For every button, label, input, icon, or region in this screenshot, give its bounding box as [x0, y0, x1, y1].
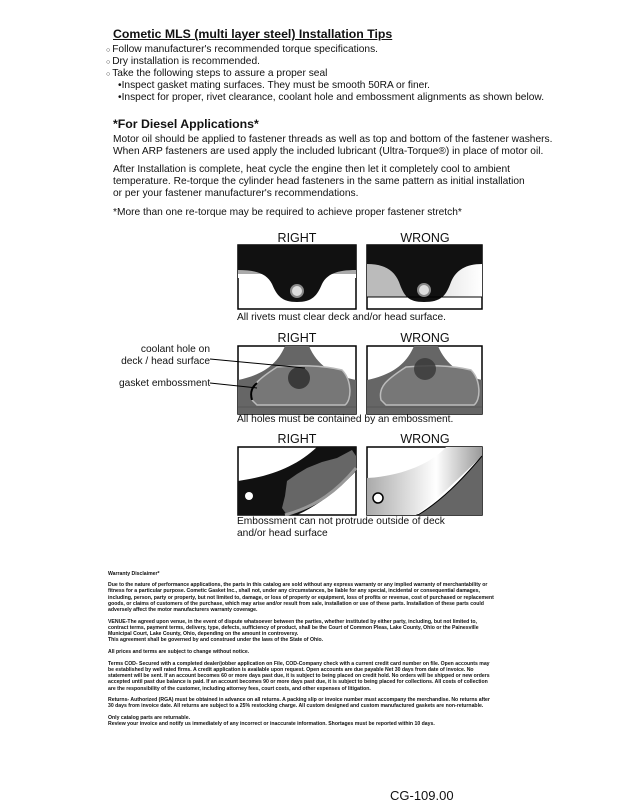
diesel-note: *More than one re-torque may be required to achieve proper fastener stretch* [113, 207, 462, 218]
warranty-line: accepted until past due balance is paid. If an account becomes 90 or more days past due, it is subject to being placed for collections. All costs of collection [108, 679, 488, 686]
label-wrong: WRONG [400, 331, 450, 345]
warranty-line: fitness for a particular purpose. Cometic Gasket Inc., shall not, under any circumstances, be liable for any special, incidental or consequential damages, [108, 588, 480, 595]
warranty-line: statement will be sent. If an account becomes 60 or more days past due, it is subject to being placed on credit hold. No orders will be shipped or new orders [108, 673, 490, 680]
callout-lines [195, 350, 315, 395]
circle-bullet-icon: ○ [106, 71, 113, 78]
warranty-line: are the responsibility of the customer, including attorney fees, court costs, and other expenses of litigation. [108, 685, 371, 692]
subtip-item: •Inspect gasket mating surfaces. They must be smooth 50RA or finer. [118, 80, 430, 91]
callout-gasket-embossment: gasket embossment [119, 378, 211, 389]
label-wrong: WRONG [400, 231, 450, 245]
warranty-line: be established by well rated firms. A credit application is available upon request. Open accounts are due payable Net 30 days from date of invoice. No [108, 666, 474, 673]
protrude-right-diagram [237, 446, 357, 516]
warranty-line: 30 days from invoice date. All returns are subject to a 25% restocking charge. All custom designed and custom manufactured gaskets are non-returnable. [108, 703, 484, 710]
diesel-paragraph-1: Motor oil should be applied to fastener threads as well as top and bottom of the fastener washers. When ARP fasteners are used apply the included lubricant (Ultra-Torque®) in place of motor oil. [113, 134, 553, 157]
label-right: RIGHT [277, 331, 317, 345]
warranty-line: Terms COD- Secured with a completed dealer/jobber application on File, COD-Company check with a current credit card number on file. Open accounts may [108, 660, 490, 667]
diesel-paragraph-2: After Installation is complete, heat cycle the engine then let it completely cool to ambient temperature. Re-torque the cylinder head fasteners in the same pattern as initial installation or per your fastener manufacturer's recommendations. [113, 164, 525, 199]
caption-rivets: All rivets must clear deck and/or head surface. [237, 312, 446, 323]
circle-bullet-icon: ○ [106, 59, 113, 66]
warranty-line: Only catalog parts are returnable. [108, 715, 190, 722]
caption-embossment: Embossment can not protrude outside of deck and/or head surface [237, 516, 445, 539]
bullet-icon: • [118, 92, 122, 103]
warranty-line: VENUE-The agreed upon venue, in the event of dispute whatsoever between the parties, whether instituted by either party, including, but not limited to, [108, 618, 477, 625]
callout-coolant-hole: coolant hole on deck / head surface [121, 344, 210, 367]
diesel-heading: *For Diesel Applications* [113, 117, 259, 131]
warranty-heading: Warranty Disclaimer* [108, 571, 160, 577]
warranty-line: Returns- Authorized (RGA) must be obtained in advance on all returns. A packing slip or invoice number must accompany the merchandise. No returns after [108, 697, 490, 704]
embossment-wrong-diagram [366, 345, 483, 415]
warranty-line: adversely affect the motor manufacturers warranty coverage. [108, 607, 258, 613]
label-right: RIGHT [277, 231, 317, 245]
subtip-item: •Inspect for proper, rivet clearance, coolant hole and embossment alignments as shown below. [118, 92, 545, 103]
page-title: Cometic MLS (multi layer steel) Installation Tips [113, 27, 393, 41]
rivet-right-diagram [237, 244, 357, 310]
page-code: CG-109.00 [390, 788, 454, 800]
warranty-line: including, person, party or property, but not limited to, damage, or loss of property or equipment, loss of profits or revenue, cost of purchased or replacement [108, 594, 494, 601]
warranty-line: contract terms, payment terms, delivery, type, defects, sufficiency of product, shall be the Court of Common Pleas, Lake County, Ohio or the Painesville [108, 624, 479, 631]
rivet-wrong-diagram [366, 244, 483, 310]
warranty-line: goods, or claims of customers of the purchase, which may arise and/or result from sale, installation or use of these parts. Installation of these parts could [108, 600, 484, 607]
caption-holes: All holes must be contained by an embossment. [237, 414, 454, 425]
protrude-wrong-diagram [366, 446, 483, 516]
bullet-icon: • [118, 80, 122, 91]
warranty-line: Municipal Court, Lake County, Ohio, depending on the amount in controversy. [108, 631, 299, 638]
warranty-line: Review your invoice and notify us immediately of any incorrect or inaccurate information. Shortages must be reported within 10 days. [108, 721, 435, 728]
warranty-line: Due to the nature of performance applications, the parts in this catalog are sold without any express warranty or any implied warranty of merchantability or [108, 582, 488, 589]
label-wrong: WRONG [400, 432, 450, 446]
tip-item: ○ Take the following steps to assure a proper seal [106, 68, 328, 79]
tip-item: ○ Dry installation is recommended. [106, 56, 260, 67]
warranty-line: All prices and terms are subject to change without notice. [108, 649, 250, 655]
label-right: RIGHT [277, 432, 317, 446]
warranty-line: This agreement shall be governed by and construed under the laws of the State of Ohio. [108, 637, 324, 644]
circle-bullet-icon: ○ [106, 47, 113, 54]
tip-item: ○ Follow manufacturer's recommended torque specifications. [106, 44, 378, 55]
